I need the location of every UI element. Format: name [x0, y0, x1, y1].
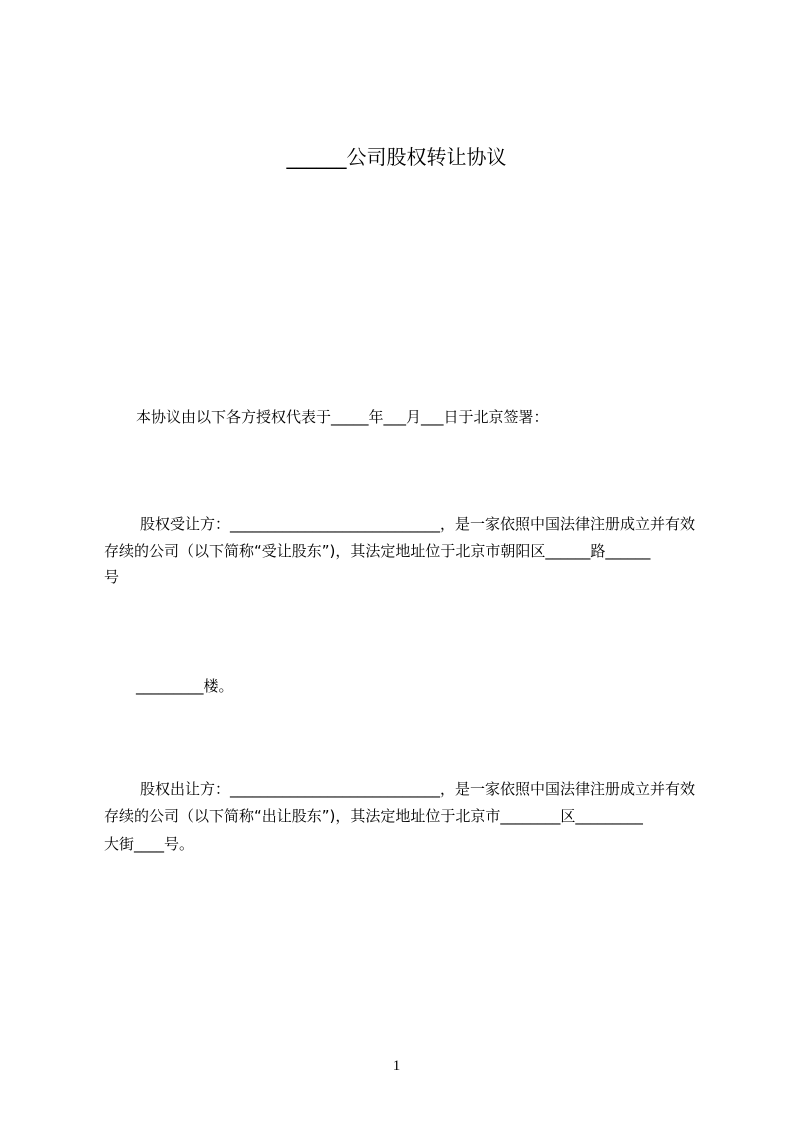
- document-title: ______公司股权转让协议: [286, 145, 507, 169]
- transferee-line-1: 股权受让方：____________________________，是一家依照中国法律注册成立并有效: [140, 515, 696, 533]
- transferee-line-2: 存续的公司（以下简称“受让股东”)，其法定地址位于北京市朝阳区______路______: [104, 542, 651, 560]
- page-number: 1: [392, 1058, 401, 1074]
- transferor-line-1: 股权出让方：____________________________，是一家依照中国法律注册成立并有效: [140, 780, 696, 798]
- transferee-line-3: 号: [104, 568, 120, 586]
- transferor-line-3: 大街____号。: [104, 835, 195, 853]
- transferor-line-2: 存续的公司（以下简称“出让股东”)，其法定地址位于北京市________区_________: [104, 807, 643, 825]
- intro-paragraph: 本协议由以下各方授权代表于_____年___月___日于北京签署：: [136, 408, 549, 426]
- transferee-line-4: _________楼。: [136, 677, 234, 695]
